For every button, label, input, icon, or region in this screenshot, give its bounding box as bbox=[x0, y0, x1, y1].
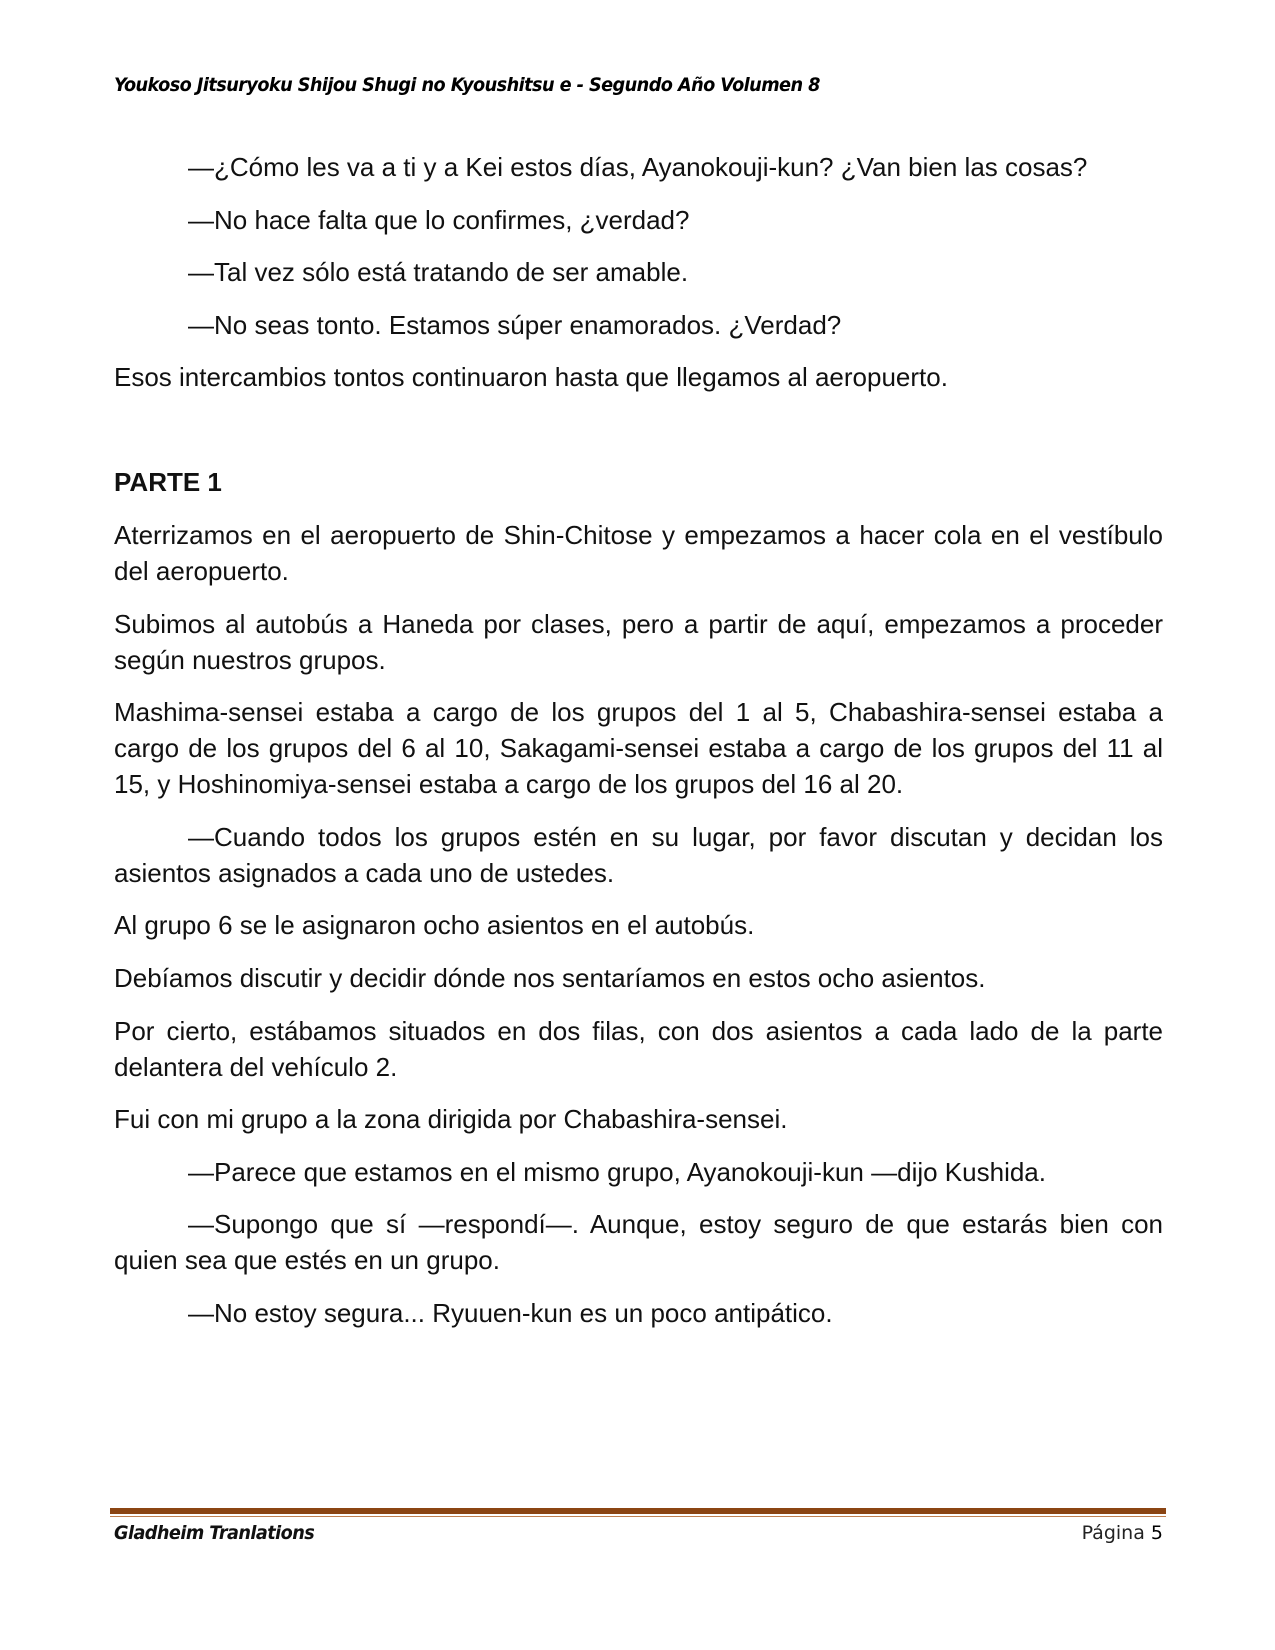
paragraph: —No estoy segura... Ryuuen-kun es un poco antipático. bbox=[188, 1297, 833, 1328]
section-heading: PARTE 1 bbox=[114, 467, 222, 498]
running-header: Youkoso Jitsuryoku Shijou Shugi no Kyoushitsu e - Segundo Año Volumen 8 bbox=[114, 74, 820, 96]
page-body bbox=[114, 149, 1163, 1348]
paragraph: —Cuando todos los grupos estén en su lugar, por favor discutan y decidan los asientos asignados a cada uno de ustedes. bbox=[114, 821, 1163, 888]
footer-credit: Gladheim Tranlations bbox=[114, 1522, 315, 1544]
paragraph: Subimos al autobús a Haneda por clases, pero a partir de aquí, empezamos a proceder según nuestros grupos. bbox=[114, 608, 1163, 675]
paragraph: Por cierto, estábamos situados en dos filas, con dos asientos a cada lado de la parte delantera del vehículo 2. bbox=[114, 1015, 1163, 1082]
paragraph: —Tal vez sólo está tratando de ser amable. bbox=[188, 257, 689, 288]
paragraphs-after bbox=[114, 517, 1163, 1331]
paragraph: —Parece que estamos en el mismo grupo, Ayanokouji-kun —dijo Kushida. bbox=[188, 1156, 1046, 1187]
paragraph: —Supongo que sí —respondí—. Aunque, estoy seguro de que estarás bien con quien sea que estés en un grupo. bbox=[114, 1209, 1163, 1276]
paragraph: —No seas tonto. Estamos súper enamorados. ¿Verdad? bbox=[188, 309, 842, 340]
page-label: Página bbox=[1081, 1522, 1145, 1544]
paragraph: —¿Cómo les va a ti y a Kei estos días, Ayanokouji-kun? ¿Van bien las cosas? bbox=[188, 152, 1088, 182]
paragraph: Debíamos discutir y decidir dónde nos sentaríamos en estos ocho asientos. bbox=[114, 962, 986, 993]
paragraph: Aterrizamos en el aeropuerto de Shin-Chitose y empezamos a hacer cola en el vestíbulo del aeropuerto. bbox=[114, 519, 1163, 586]
paragraph: Mashima-sensei estaba a cargo de los grupos del 1 al 5, Chabashira-sensei estaba a cargo de los grupos del 6 al 10, Sakagami-sensei estaba a cargo de los grupos del 11 al 15, y Hoshinomiya-sensei estaba a cargo de los grupos del 16 al 20. bbox=[114, 697, 1163, 800]
paragraph: Esos intercambios tontos continuaron hasta que llegamos al aeropuerto. bbox=[114, 362, 948, 393]
footer-rule-thin bbox=[110, 1516, 1166, 1517]
page-number-value: 5 bbox=[1150, 1522, 1163, 1544]
page-number bbox=[1082, 1522, 1163, 1544]
paragraph: Fui con mi grupo a la zona dirigida por Chabashira-sensei. bbox=[114, 1104, 788, 1135]
paragraphs-before bbox=[114, 149, 1163, 395]
paragraph: Al grupo 6 se le asignaron ocho asientos en el autobús. bbox=[114, 910, 755, 941]
footer-rule bbox=[110, 1508, 1166, 1514]
paragraph: —No hace falta que lo confirmes, ¿verdad? bbox=[188, 204, 690, 235]
